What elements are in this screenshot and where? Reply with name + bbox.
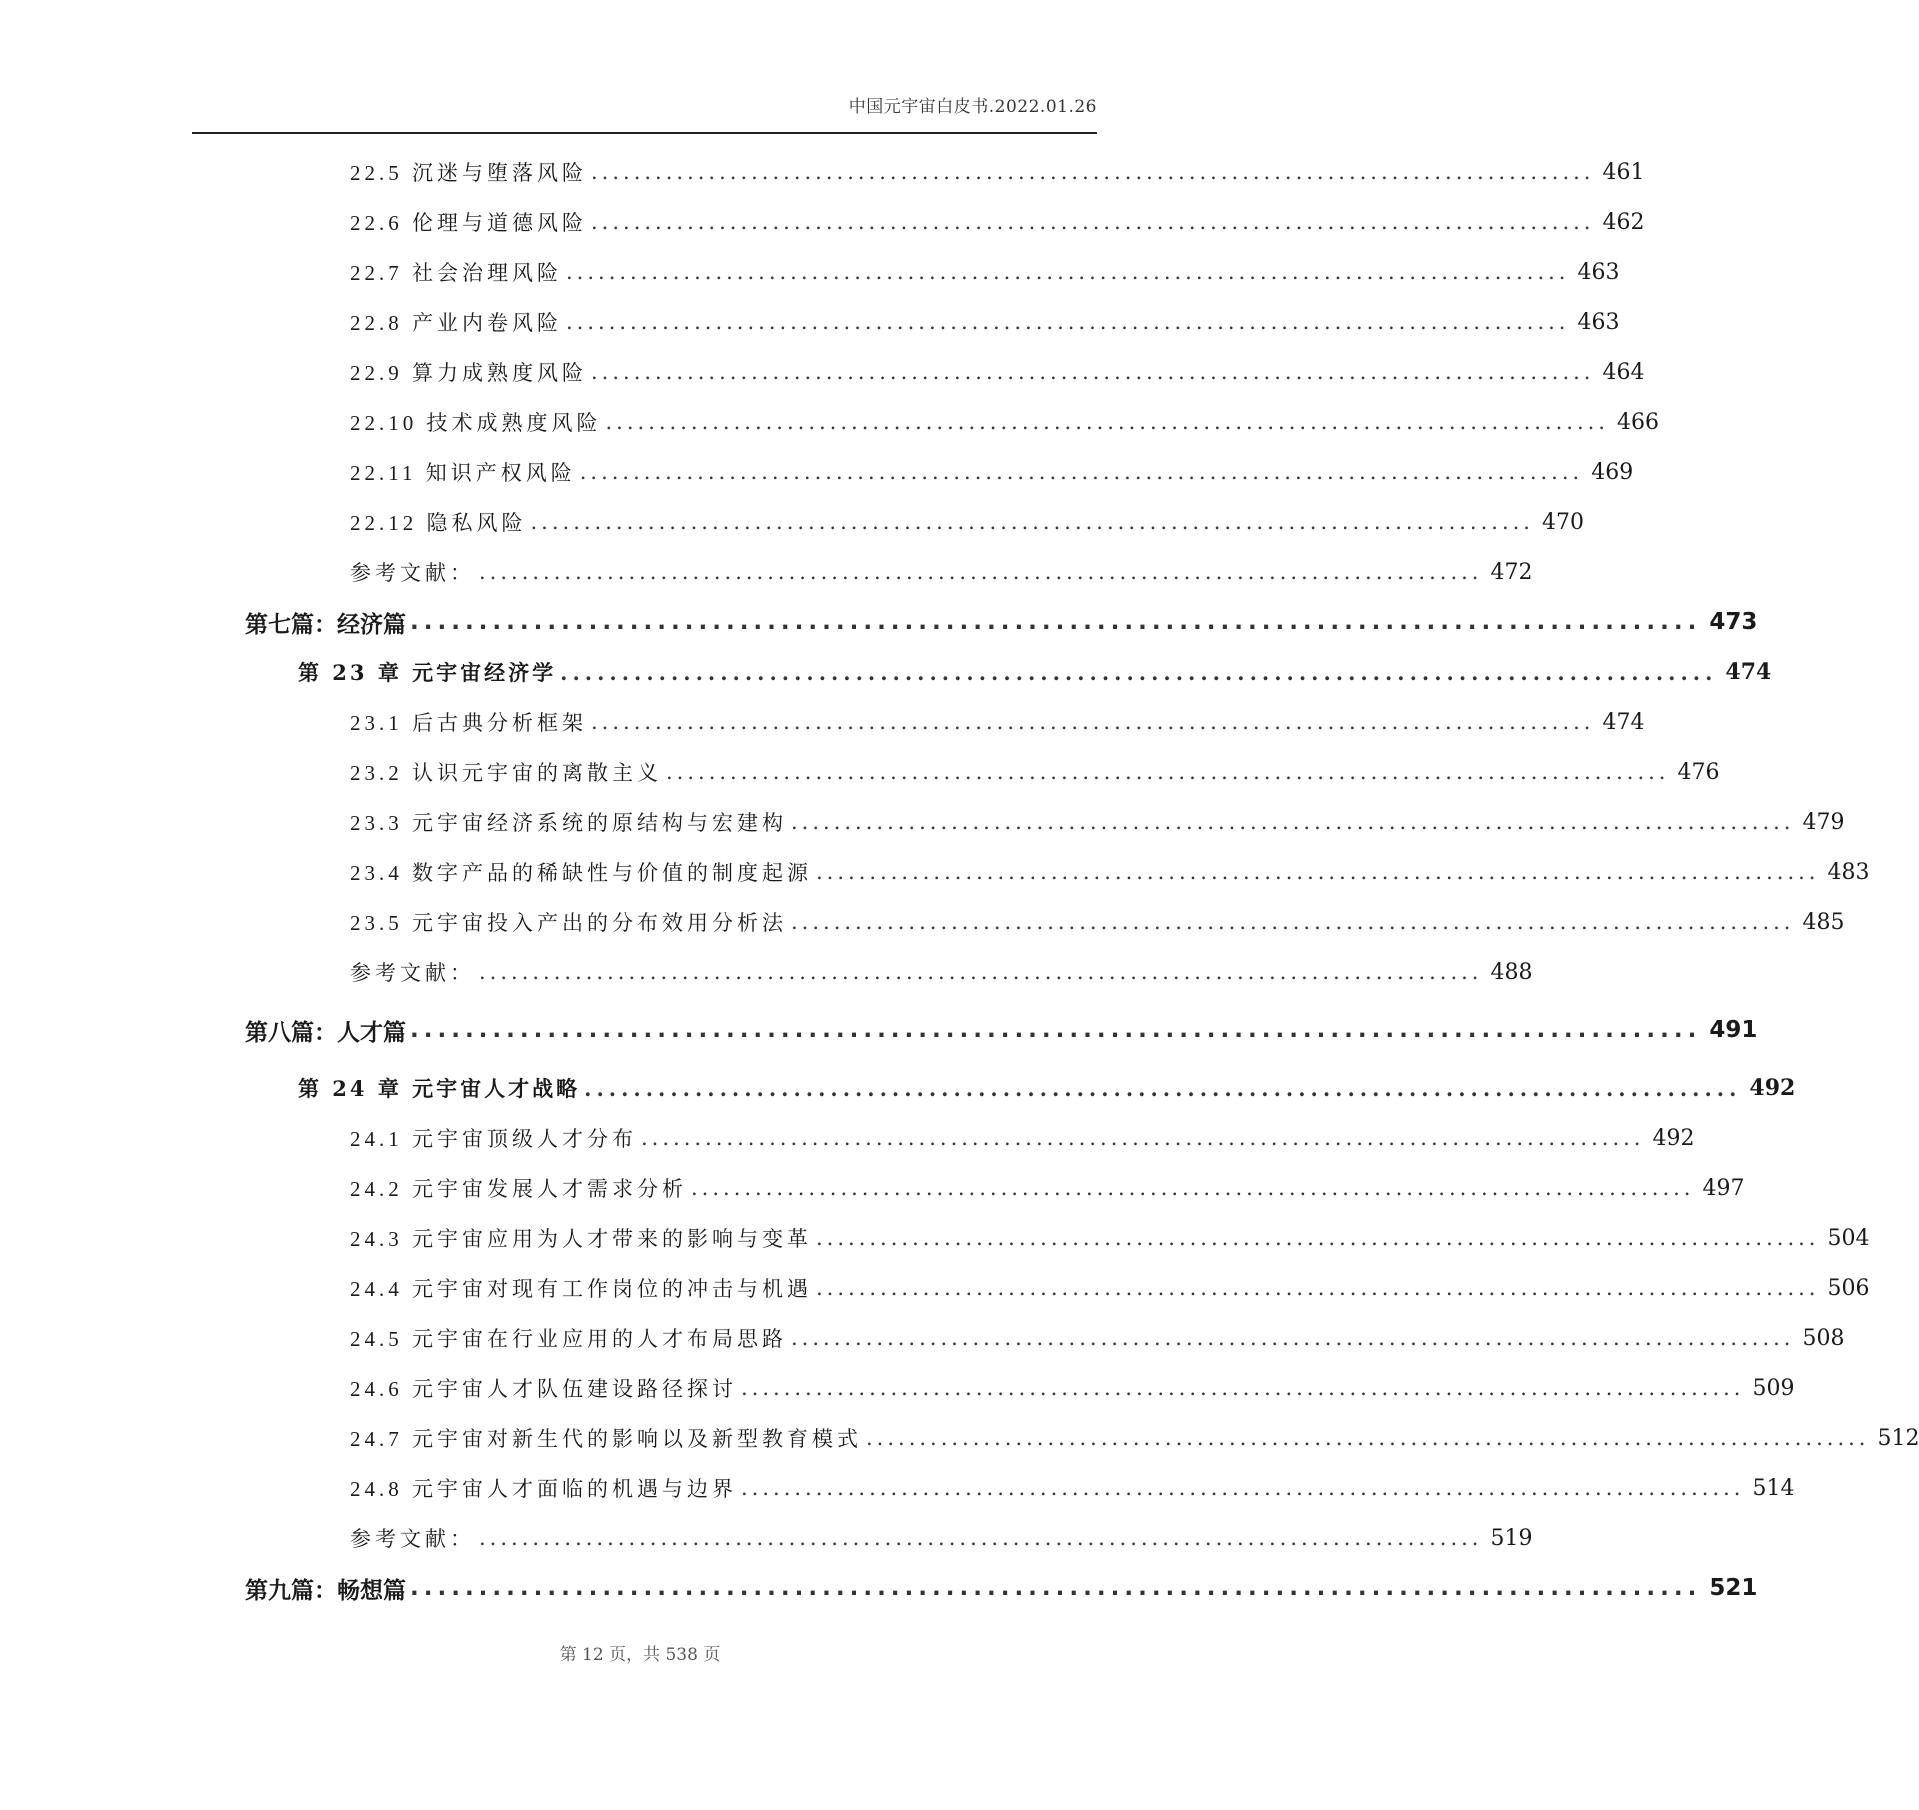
toc-entry-label: 参考文献： [350,961,475,985]
toc-entry-page: 469 [1591,459,1634,485]
toc-entry[interactable] [350,1468,1795,1508]
page-footer [0,1640,1280,1665]
toc-entry[interactable] [350,902,1845,942]
toc-entry-page: 461 [1602,159,1645,185]
toc-entry-page: 463 [1577,309,1620,335]
toc-entry-page: 470 [1541,509,1584,535]
toc-entry-page: 479 [1802,809,1845,835]
toc-entry-page: 492 [1652,1125,1695,1151]
toc-entry-label: 第 24 章 元宇宙人才战略 [298,1076,581,1101]
toc-entry-label: 24.8 元宇宙人才面临的机遇与边界 [350,1477,737,1501]
toc-entry[interactable] [350,152,1645,192]
page-header [192,88,1097,134]
toc-leader-dots: .............................................................................................. [479,960,1483,984]
toc-entry-label: 24.4 元宇宙对现有工作岗位的冲击与机遇 [350,1277,812,1301]
toc-leader-dots: .............................................................................................. [410,1017,1702,1043]
toc-entry-page: 473 [1709,609,1758,635]
toc-leader-dots: .............................................................................................. [560,659,1718,685]
toc-entry[interactable] [350,1118,1695,1158]
toc-entry-label: 24.2 元宇宙发展人才需求分析 [350,1177,687,1201]
toc-leader-dots: .............................................................................................. [816,1226,1820,1250]
toc-entry-page: 466 [1616,409,1659,435]
toc-entry[interactable] [350,1368,1795,1408]
toc-entry-label: 第七篇：经济篇 [245,611,406,638]
toc-entry-label: 22.5 沉迷与堕落风险 [350,161,587,185]
toc-entry-page: 488 [1490,959,1533,985]
toc-entry-label: 第八篇：人才篇 [245,1019,406,1046]
toc-entry-page: 508 [1802,1325,1845,1351]
toc-entry-label: 22.12 隐私风险 [350,511,527,535]
toc-entry-page: 474 [1725,659,1772,685]
toc-leader-dots: .............................................................................................. [591,360,1595,384]
toc-part-entry[interactable] [245,1010,1758,1050]
toc-entry-page: 485 [1802,909,1845,935]
toc-entry-label: 24.6 元宇宙人才队伍建设路径探讨 [350,1377,737,1401]
toc-part-entry[interactable] [245,1568,1758,1608]
toc-entry[interactable] [350,1518,1533,1558]
toc-entry-page: 462 [1602,209,1645,235]
toc-entry-page: 521 [1709,1575,1758,1601]
toc-entry[interactable] [350,802,1845,842]
toc-entry-label: 第 23 章 元宇宙经济学 [298,660,557,685]
toc-leader-dots: .............................................................................................. [605,410,1609,434]
toc-entry-label: 22.8 产业内卷风险 [350,311,562,335]
toc-entry-label: 24.3 元宇宙应用为人才带来的影响与变革 [350,1227,812,1251]
toc-leader-dots: .............................................................................................. [741,1376,1745,1400]
toc-entry-label: 22.7 社会治理风险 [350,261,562,285]
toc-entry-label: 参考文献： [350,561,475,585]
toc-entry-label: 24.7 元宇宙对新生代的影响以及新型教育模式 [350,1427,862,1451]
toc-entry-page: 497 [1702,1175,1745,1201]
toc-entry-page: 483 [1827,859,1870,885]
toc-leader-dots: .............................................................................................. [566,260,1570,284]
toc-chapter-entry[interactable] [298,1068,1796,1108]
toc-entry[interactable] [350,1218,1870,1258]
toc-entry-label: 参考文献： [350,1527,475,1551]
toc-entry-label: 23.4 数字产品的稀缺性与价值的制度起源 [350,861,812,885]
toc-leader-dots: .............................................................................................. [791,1326,1795,1350]
toc-entry-label: 23.3 元宇宙经济系统的原结构与宏建构 [350,811,787,835]
toc-leader-dots: .............................................................................................. [584,1075,1742,1101]
toc-leader-dots: .............................................................................................. [816,860,1820,884]
toc-entry[interactable] [350,1168,1745,1208]
document-title: 中国元宇宙白皮书.2022.01.26 [848,97,1097,117]
toc-entry[interactable] [350,1418,1919,1458]
toc-entry-label: 23.1 后古典分析框架 [350,711,587,735]
toc-leader-dots: .............................................................................................. [479,560,1483,584]
toc-leader-dots: .............................................................................................. [591,210,1595,234]
toc-entry-page: 519 [1490,1525,1533,1551]
toc-entry[interactable] [350,1268,1870,1308]
toc-entry[interactable] [350,202,1645,242]
toc-leader-dots: .............................................................................................. [691,1176,1695,1200]
toc-entry-page: 506 [1827,1275,1870,1301]
toc-entry[interactable] [350,302,1620,342]
toc-entry-label: 第九篇：畅想篇 [245,1577,406,1604]
toc-entry[interactable] [350,952,1533,992]
toc-entry-label: 22.6 伦理与道德风险 [350,211,587,235]
toc-entry-page: 504 [1827,1225,1870,1251]
toc-leader-dots: .............................................................................................. [410,1575,1702,1601]
toc-chapter-entry[interactable] [298,652,1772,692]
toc-leader-dots: .............................................................................................. [741,1476,1745,1500]
toc-leader-dots: .............................................................................................. [591,160,1595,184]
toc-entry-page: 472 [1490,559,1533,585]
toc-leader-dots: .............................................................................................. [866,1426,1870,1450]
toc-entry-label: 22.11 知识产权风险 [350,461,576,485]
toc-entry-page: 514 [1752,1475,1795,1501]
toc-leader-dots: .............................................................................................. [816,1276,1820,1300]
toc-entry[interactable] [350,702,1645,742]
toc-entry-page: 474 [1602,709,1645,735]
toc-leader-dots: .............................................................................................. [579,460,1584,484]
toc-entry[interactable] [350,502,1584,542]
toc-entry[interactable] [350,552,1533,592]
toc-entry[interactable] [350,852,1870,892]
page-number-text: 第 12 页，共 538 页 [559,1645,721,1665]
toc-leader-dots: .............................................................................................. [791,910,1795,934]
toc-leader-dots: .............................................................................................. [666,760,1670,784]
toc-entry-label: 23.5 元宇宙投入产出的分布效用分析法 [350,911,787,935]
toc-leader-dots: .............................................................................................. [641,1126,1645,1150]
toc-leader-dots: .............................................................................................. [591,710,1595,734]
toc-entry-page: 512 [1877,1425,1919,1451]
toc-entry-label: 24.1 元宇宙顶级人才分布 [350,1127,637,1151]
toc-leader-dots: .............................................................................................. [791,810,1795,834]
toc-entry-label: 24.5 元宇宙在行业应用的人才布局思路 [350,1327,787,1351]
toc-entry-page: 463 [1577,259,1620,285]
toc-entry-page: 476 [1677,759,1720,785]
toc-entry-page: 464 [1602,359,1645,385]
toc-entry[interactable] [350,402,1659,442]
toc-entry-page: 491 [1709,1017,1758,1043]
toc-entry[interactable] [350,1318,1845,1358]
toc-entry-label: 22.10 技术成熟度风险 [350,411,602,435]
toc-entry[interactable] [350,452,1634,492]
toc-entry-label: 22.9 算力成熟度风险 [350,361,587,385]
toc-leader-dots: .............................................................................................. [530,510,1534,534]
toc-part-entry[interactable] [245,602,1758,642]
toc-entry[interactable] [350,252,1620,292]
toc-entry-page: 492 [1749,1075,1796,1101]
toc-entry-page: 509 [1752,1375,1795,1401]
toc-entry[interactable] [350,352,1645,392]
toc-leader-dots: .............................................................................................. [479,1526,1483,1550]
toc-entry-label: 23.2 认识元宇宙的离散主义 [350,761,662,785]
toc-entry[interactable] [350,752,1720,792]
toc-leader-dots: .............................................................................................. [566,310,1570,334]
toc-leader-dots: .............................................................................................. [410,609,1702,635]
